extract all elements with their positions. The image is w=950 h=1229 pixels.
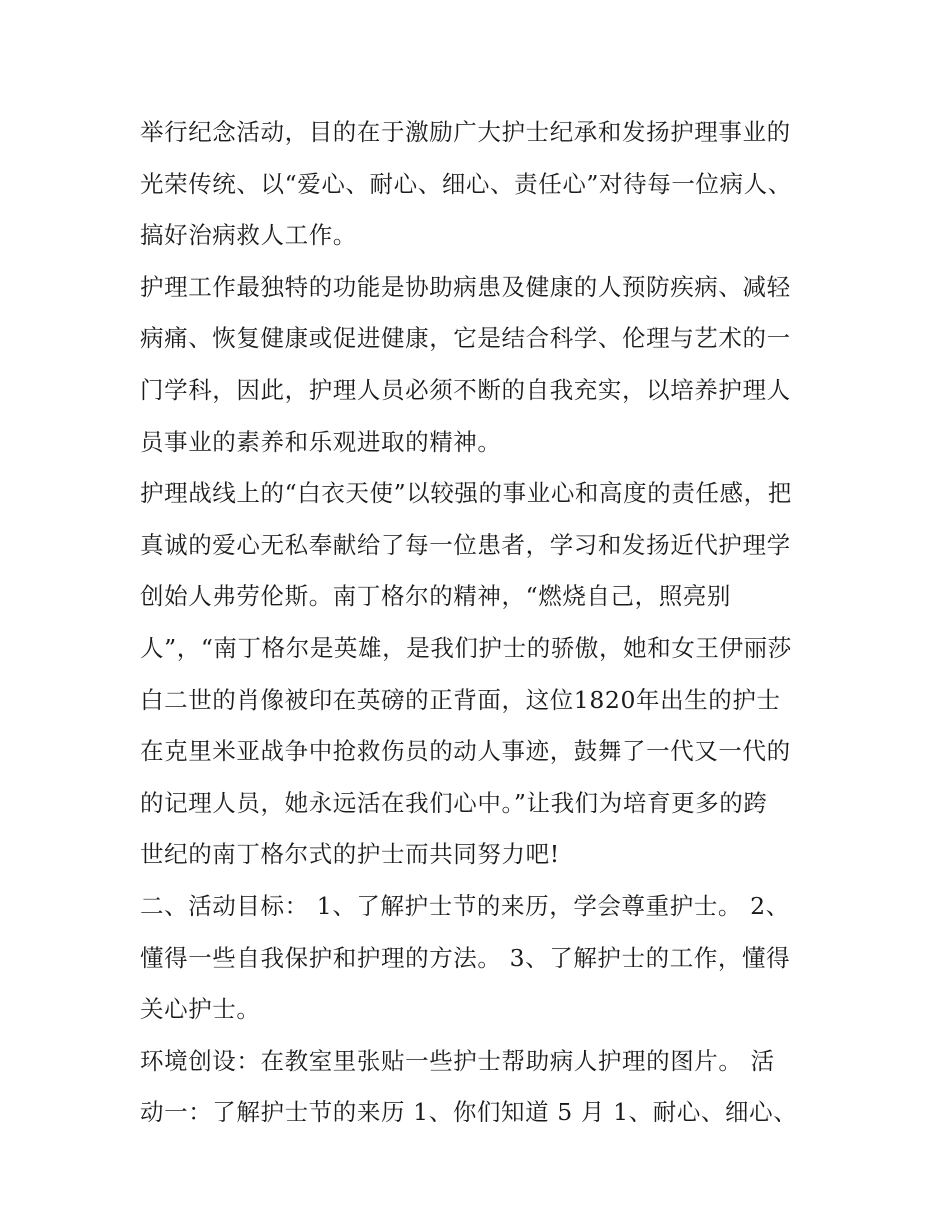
text-line: 病痛、恢复健康或促进健康，它是结合科学、伦理与艺术的一 xyxy=(140,324,791,353)
text-line: 的记理人员，她永远活在我们心中。”让我们为培育更多的跨 xyxy=(140,788,768,817)
text-line: 二、活动目标： 1、了解护士节的来历，学会尊重护士。 2、 xyxy=(140,891,790,920)
text-line: 举行纪念活动，目的在于激励广大护士纪承和发扬护理事业的 xyxy=(140,118,791,146)
text-line: 护理工作最独特的功能是协助病患及健康的人预防疾病、减轻 xyxy=(140,272,791,301)
text-line: 环境创设：在教室里张贴一些护士帮助病人护理的图片。 活 xyxy=(140,1046,775,1075)
text-line: 关心护士。 xyxy=(140,995,261,1024)
text-line: 懂得一些自我保护和护理的方法。 3、了解护士的工作，懂得 xyxy=(140,943,791,972)
text-line: 搞好治病救人工作。 xyxy=(140,221,357,250)
text-line: 光荣传统、以“爱心、耐心、细心、责任心”对待每一位病人、 xyxy=(140,169,792,198)
text-line: 在克里米亚战争中抢救伤员的动人事迹，鼓舞了一代又一代的 xyxy=(140,737,791,766)
text-line: 员事业的素养和乐观进取的精神。 xyxy=(140,427,502,456)
text-line: 白二世的肖像被印在英磅的正背面，这位1820年出生的护士 xyxy=(140,685,781,714)
document-body xyxy=(140,107,820,1139)
text-line: 真诚的爱心无私奉献给了每一位患者，学习和发扬近代护理学 xyxy=(140,530,791,559)
text-line: 世纪的南丁格尔式的护士而共同努力吧! xyxy=(140,840,560,869)
text-line: 创始人弗劳伦斯。南丁格尔的精神，“燃烧自己，照亮别 xyxy=(140,582,732,611)
text-line: 人”，“南丁格尔是英雄，是我们护士的骄傲，她和女王伊丽莎 xyxy=(140,633,792,662)
text-line: 护理战线上的“白衣天使”以较强的事业心和高度的责任感，把 xyxy=(140,479,792,508)
text-line: 门学科，因此，护理人员必须不断的自我充实，以培养护理人 xyxy=(140,375,791,404)
text-line: 动一：了解护士节的来历 1、你们知道 5 月 1、耐心、细心、 xyxy=(140,1098,798,1127)
